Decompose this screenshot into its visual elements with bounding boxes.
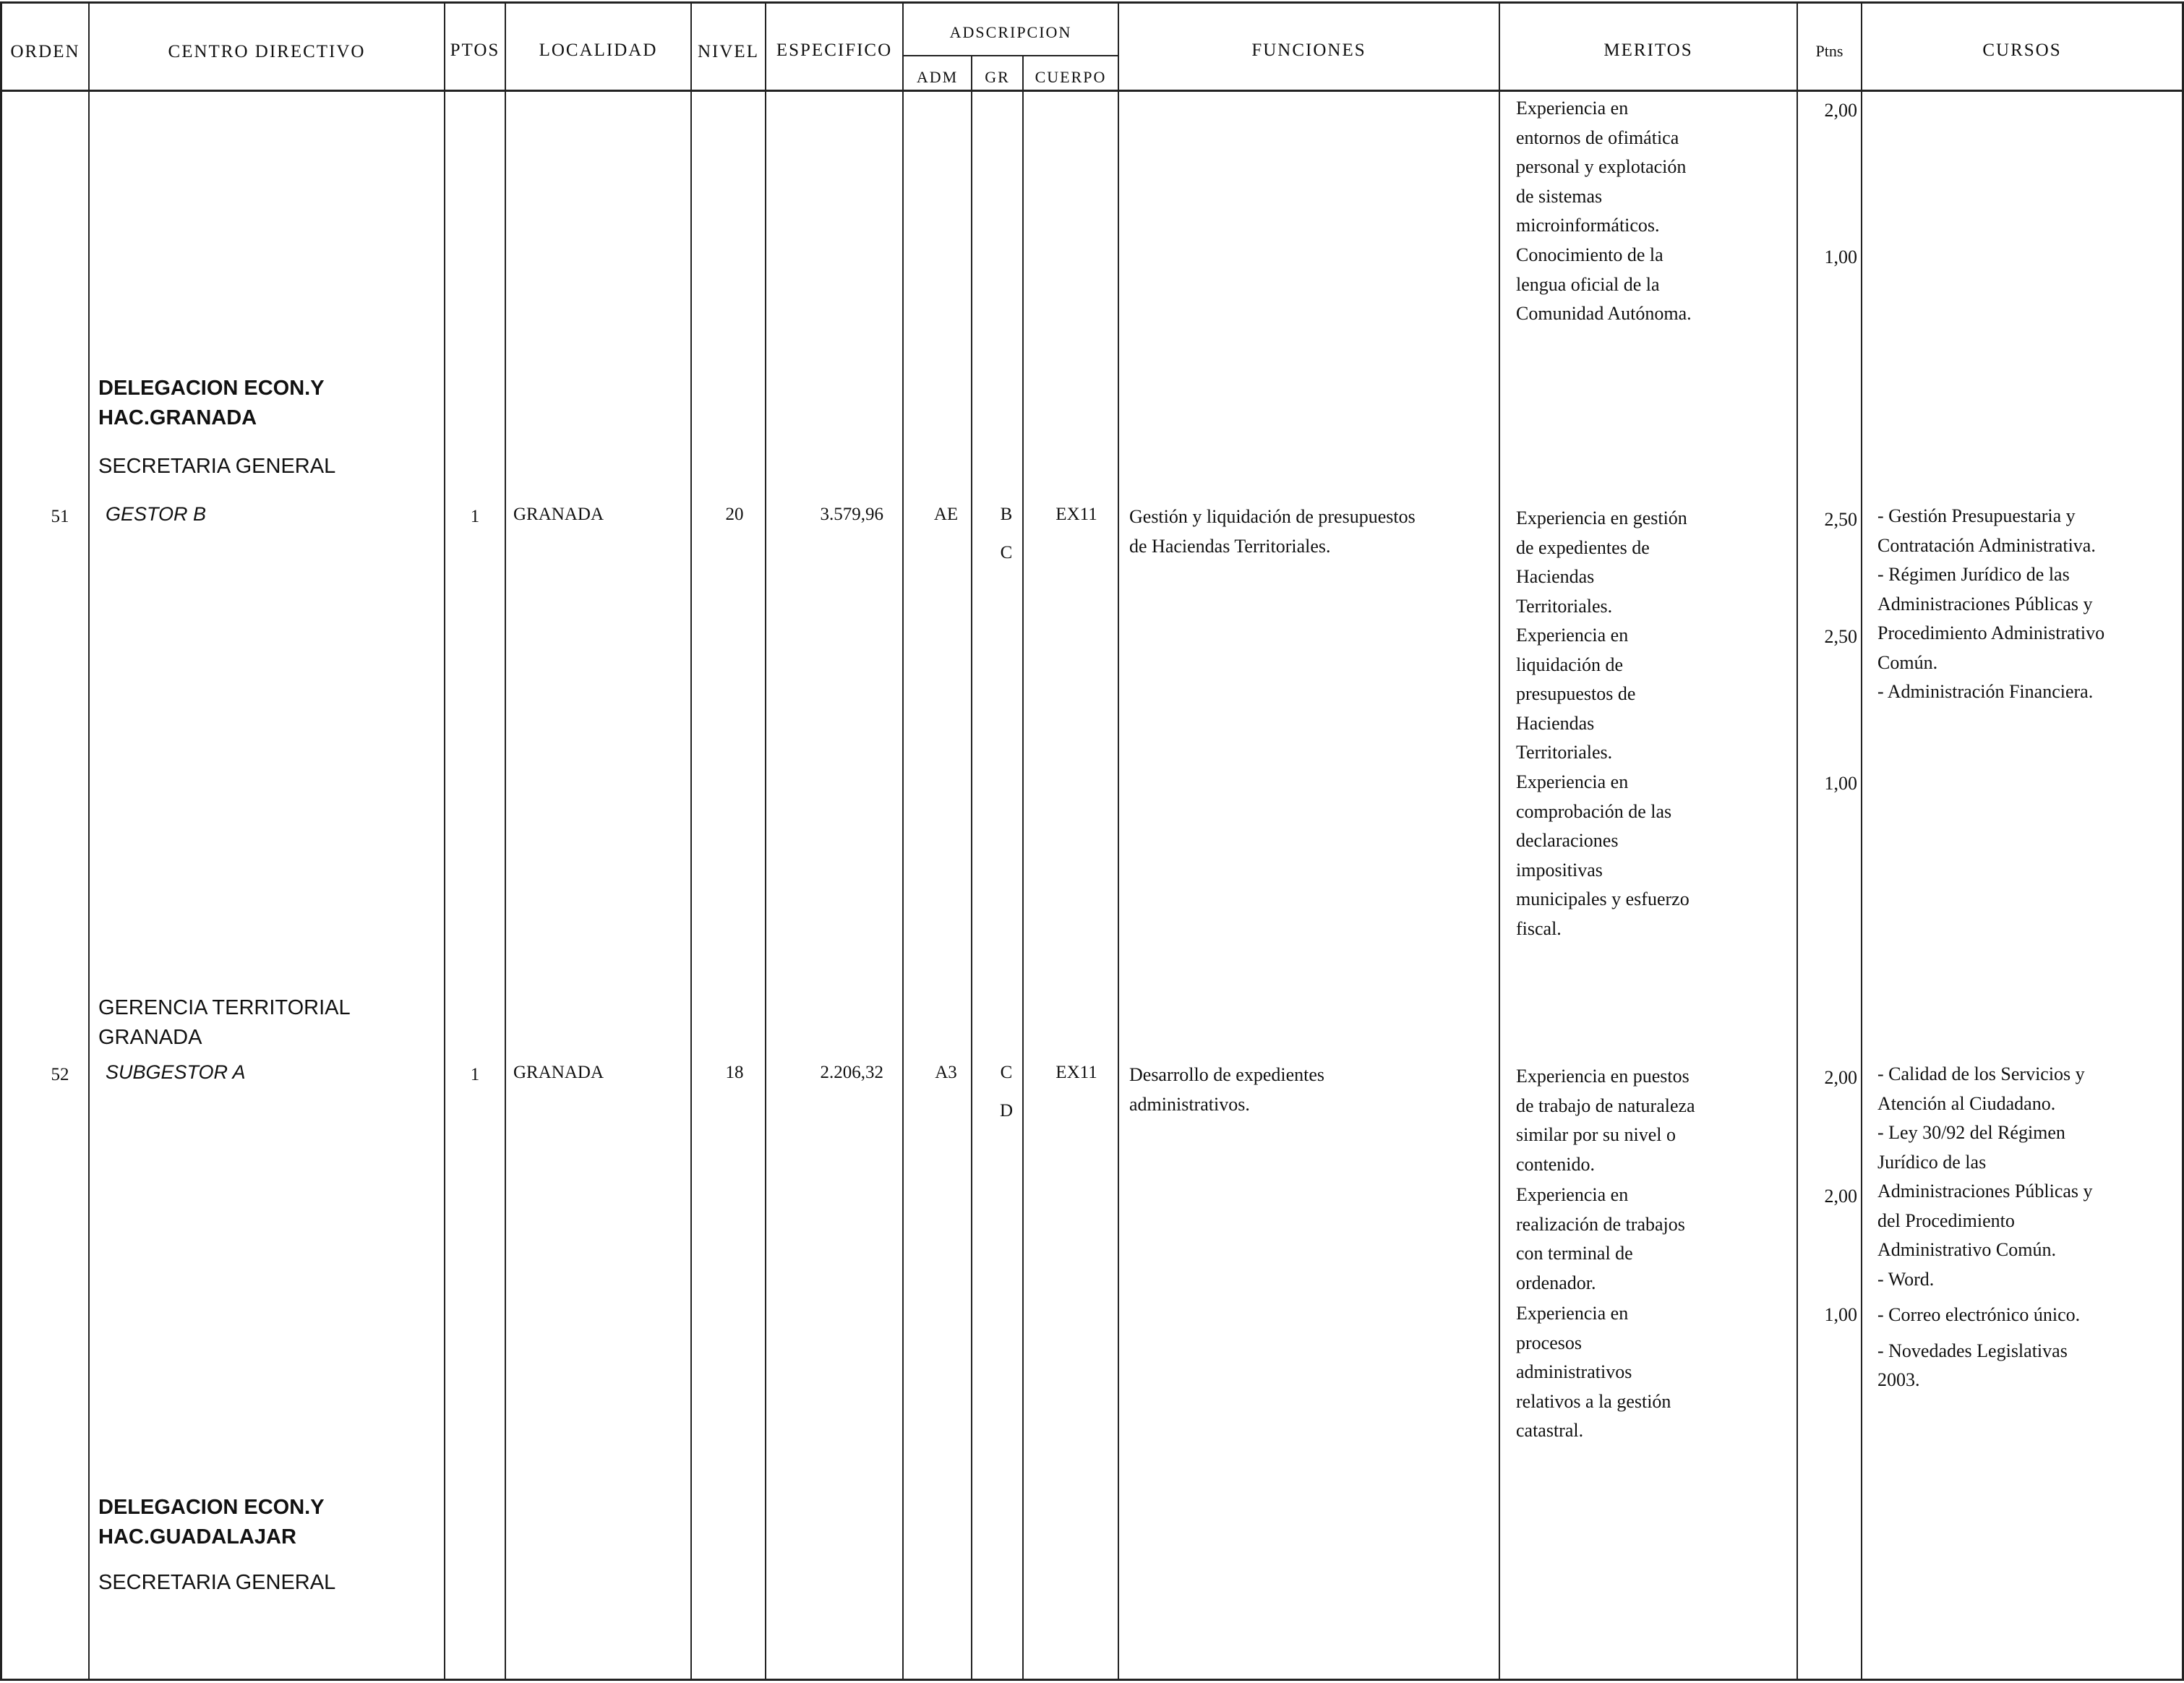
centro-directivo-subtitle: SECRETARIA GENERAL (98, 1571, 336, 1594)
header-especifico: ESPECIFICO (776, 40, 893, 60)
ptns-value: 2,00 (1824, 1186, 1857, 1207)
merito-text: Experiencia en procesos administrativos relativos a la gestión catastral. (1516, 1303, 1671, 1441)
ptns-value: 2,50 (1824, 509, 1857, 530)
header-gr: GR (985, 68, 1010, 86)
row-orden: 51 (51, 507, 69, 526)
merito-text: Experiencia en gestión de expedientes de Haciendas Territoriales. (1516, 508, 1687, 617)
merito-text: Experiencia en puestos de trabajo de naturaleza similar por su nivel o contenido. (1516, 1066, 1695, 1175)
column-divider (505, 1, 506, 1681)
merito-text: Conocimiento de la lengua oficial de la Comunidad Autónoma. (1516, 244, 1692, 324)
row-cuerpo: EX11 (1055, 505, 1097, 524)
header-nivel: NIVEL (698, 42, 759, 61)
header-adscripcion: ADSCRIPCION (949, 23, 1072, 41)
row-adm: A3 (935, 1063, 957, 1082)
ptns-value: 1,00 (1824, 247, 1857, 267)
merito-text: Experiencia en entornos de ofimática personal y explotación de sistemas microinformáticos. (1516, 98, 1687, 236)
row-gr: D (999, 1101, 1014, 1121)
ptns-value: 2,50 (1824, 626, 1857, 647)
ptns-value: 2,00 (1824, 1067, 1857, 1088)
centro-directivo-title: DELEGACION ECON.Y HAC.GRANADA (98, 377, 325, 429)
adscripcion-subheader-line (902, 55, 1119, 56)
header-centro-directivo: CENTRO DIRECTIVO (168, 42, 366, 61)
row-adm: AE (933, 505, 959, 524)
row-localidad: GRANADA (513, 505, 604, 524)
header-adm: ADM (916, 68, 959, 86)
header-meritos: MERITOS (1603, 40, 1693, 60)
column-divider (1118, 1, 1119, 1681)
column-divider (444, 1, 445, 1681)
column-divider (1022, 55, 1024, 1681)
header-cursos: CURSOS (1982, 40, 2062, 60)
header-ptos: PTOS (450, 40, 500, 60)
merito-text: Experiencia en comprobación de las declaraciones impositivas municipales y esfuerzo fiscal. (1516, 771, 1690, 939)
centro-directivo-title: GERENCIA TERRITORIAL GRANADA (98, 996, 351, 1049)
row-gr: B (1000, 505, 1013, 524)
row-gr: C (1000, 1063, 1013, 1082)
column-divider (902, 1, 904, 1681)
centro-directivo-title: DELEGACION ECON.Y HAC.GUADALAJAR (98, 1496, 325, 1549)
row-localidad: GRANADA (513, 1063, 604, 1082)
header-orden: ORDEN (10, 42, 80, 61)
row-cursos: - Calidad de los Servicios y Atención al Ciudadano. - Ley 30/92 del Régimen Jurídico de las Administraciones Públicas y del Procedimiento Administrativo Común. - Word. - Correo electrónico único. - Novedades Legislativas 2003. (1877, 1063, 2093, 1390)
header-ptns: Ptns (1815, 42, 1843, 60)
row-puesto: GESTOR B (106, 503, 207, 525)
column-divider (765, 1, 766, 1681)
column-divider (1861, 1, 1862, 1681)
row-funciones: Desarrollo de expedientes administrativos. (1129, 1064, 1325, 1115)
column-divider (1499, 1, 1500, 1681)
header-funciones: FUNCIONES (1251, 40, 1366, 60)
row-funciones: Gestión y liquidación de presupuestos de Haciendas Territoriales. (1129, 506, 1416, 557)
column-divider (88, 1, 90, 1681)
merito-text: Experiencia en realización de trabajos con terminal de ordenador. (1516, 1184, 1685, 1293)
column-divider (690, 1, 692, 1681)
header-bottom-border (0, 90, 2184, 92)
header-cuerpo: CUERPO (1035, 68, 1107, 86)
row-especifico: 3.579,96 (820, 505, 883, 524)
column-divider (0, 1, 2, 1681)
ptns-value: 1,00 (1824, 773, 1857, 794)
row-ptos: 1 (470, 1065, 480, 1084)
row-especifico: 2.206,32 (820, 1063, 883, 1082)
row-orden: 52 (51, 1065, 69, 1084)
ptns-value: 2,00 (1824, 100, 1857, 121)
row-nivel: 20 (725, 505, 744, 524)
ptns-value: 1,00 (1824, 1304, 1857, 1325)
merito-text: Experiencia en liquidación de presupuestos de Haciendas Territoriales. (1516, 625, 1636, 763)
row-ptos: 1 (470, 507, 480, 526)
table-bottom-border (0, 1679, 2184, 1681)
column-divider (971, 55, 972, 1681)
table-top-border (0, 1, 2184, 4)
row-cuerpo: EX11 (1055, 1063, 1097, 1082)
row-puesto: SUBGESTOR A (106, 1061, 246, 1083)
centro-directivo-subtitle: SECRETARIA GENERAL (98, 455, 336, 478)
row-cursos: - Gestión Presupuestaria y Contratación Administrativa. - Régimen Jurídico de las Administraciones Públicas y Procedimiento Administrativo Común. - Administración Financiera. (1877, 505, 2105, 702)
header-localidad: LOCALIDAD (539, 40, 658, 60)
row-nivel: 18 (725, 1063, 744, 1082)
row-gr: C (1000, 543, 1013, 562)
